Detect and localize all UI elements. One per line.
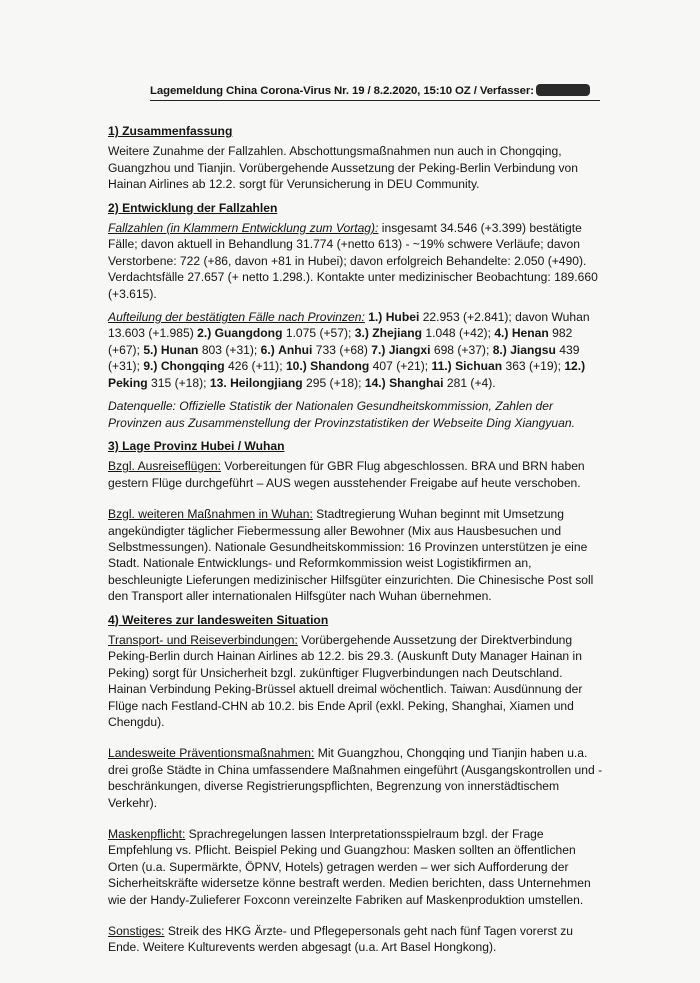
province-name: Jiangsu: [510, 342, 556, 357]
province-name: Jiangxi: [388, 342, 431, 357]
province-entry: [432, 359, 561, 373]
province-entry: [286, 359, 428, 373]
province-entry: [371, 343, 489, 357]
province-rank: 5.): [143, 342, 158, 357]
province-entry: [365, 376, 496, 390]
prevention-paragraph: [108, 745, 603, 811]
province-value: 22.953 (+2.841); davon Wuhan 13.603 (+1.985): [108, 310, 590, 341]
misc-paragraph: [108, 923, 603, 956]
province-entry: [355, 326, 491, 340]
misc-text: Streik des HKG Ärzte- und Pflegepersonals geht nach fünf Tagen vorerst zu Ende. Weitere Kulturevents werden abgesagt (u.a. Art Basel Hongkong).: [108, 924, 573, 955]
province-value: 315 (+18);: [151, 375, 207, 390]
header-text: Lagemeldung China Corona-Virus Nr. 19 / 8.2.2020, 15:10 OZ / Verfasser:: [150, 85, 534, 97]
province-name: Hunan: [160, 342, 199, 357]
province-value: 1.075 (+57);: [285, 326, 352, 341]
redacted-author: [536, 84, 590, 96]
province-entry: [261, 343, 368, 357]
section-heading-national-situation: 4) Weiteres zur landesweiten Situation: [108, 612, 329, 627]
document-body: [108, 123, 603, 963]
province-value: 363 (+19);: [505, 359, 561, 374]
province-entry: [143, 343, 257, 357]
province-value: 733 (+68): [315, 342, 368, 357]
province-rank: 3.): [354, 326, 369, 341]
province-value: 295 (+18);: [306, 375, 362, 390]
province-name: Anhui: [278, 342, 313, 357]
province-name: Shandong: [310, 359, 370, 374]
province-name: Chongqing: [160, 359, 225, 374]
province-rank: 9.): [143, 359, 158, 374]
province-rank: 2.): [197, 326, 212, 341]
province-name: Shanghai: [389, 375, 444, 390]
province-rank: 1.): [368, 310, 383, 325]
province-name: Peking: [108, 375, 148, 390]
province-breakdown-paragraph: [108, 309, 603, 391]
summary-paragraph: Weitere Zunahme der Fallzahlen. Abschottungsmaßnahmen nun auch in Chongqing, Guangzhou und Tianjin. Vorübergehende Aussetzung der Peking-Berlin Verbindung von Hainan Airlines ab 12.2. sorgt für Verunsicherung in DEU Community.: [108, 144, 578, 192]
province-rank: 6.): [260, 342, 275, 357]
province-entry: [210, 376, 362, 390]
section-heading-case-numbers: 2) Entwicklung der Fallzahlen: [108, 200, 278, 215]
province-rank: 14.): [364, 375, 386, 390]
province-rank: 7.): [371, 342, 386, 357]
province-value: 439 (+31);: [108, 342, 580, 374]
mask-mandate-text: Sprachregelungen lassen Interpretationsspielraum bzgl. der Frage Empfehlung vs. Pflicht. Beispiel Peking und Guangzhou: Masken sollten an öffentlichen Orten (u.a. Supermärkte, ÖPNV, Hotels) getragen werden – wer sich Aufforderung der Sicherheitskräfte widersetze könne bestraft werden. Medien berichten, dass Unternehmen wie der Handy-Zulieferer Foxconn vereinzelte Fabriken auf Maskenproduktion umstellen.: [108, 827, 591, 907]
case-numbers-paragraph: [108, 220, 603, 302]
province-rank: 8.): [492, 342, 507, 357]
transport-text: Vorübergehende Aussetzung der Direktverbindung Peking-Berlin durch Hainan Airlines ab 12.2. bis 29.3. (Auskunft Duty Manager Hainan in Peking) sorgt für Unsicherheit bzgl. zukünftiger Flugverbindungen nach Deutschland. Hainan Verbindung Peking-Brüssel aktuell dreimal wöchentlich. Taiwan: Ausdünnung der Flüge nach Festland-CHN ab 10.2. bis Ende April (exkl. Peking, Shanghai, Xiamen und Chengdu).: [108, 632, 583, 729]
province-name: Hubei: [385, 310, 420, 325]
province-rank: 10.): [285, 359, 307, 374]
province-value: 407 (+21);: [372, 359, 429, 374]
province-entry: [197, 326, 351, 340]
province-value: 281 (+4).: [446, 375, 496, 390]
misc-label: Sonstiges:: [108, 924, 165, 939]
province-value: 982 (+67);: [108, 326, 573, 357]
province-rank: 13.: [209, 375, 227, 390]
province-value: 426 (+11);: [228, 359, 283, 374]
province-breakdown-label: Aufteilung der bestätigten Fälle nach Provinzen:: [108, 310, 365, 325]
transport-label: Transport- und Reiseverbindungen:: [108, 632, 298, 647]
data-source-note: Datenquelle: Offizielle Statistik der Nationalen Gesundheitskommission, Zahlen der Provinzen aus Zusammenstellung der Provinzstatistiken der Webseite Ding Xiangyuan.: [108, 399, 575, 430]
province-rank: 4.): [494, 326, 509, 341]
province-value: 1.048 (+42);: [425, 326, 491, 341]
wuhan-measures-label: Bzgl. weiteren Maßnahmen in Wuhan:: [108, 507, 313, 522]
province-rank: 12.): [564, 359, 586, 374]
province-name: Henan: [511, 326, 549, 341]
case-numbers-text: insgesamt 34.546 (+3.399) bestätigte Fälle; davon aktuell in Behandlung 31.774 (+netto 613) - ~19% schwere Verläufe; davon Verstorbene: 722 (+86, davon +81 in Hubei); davon erfolgreich Behandelte: 2.050 (+490). Verdachtsfälle 27.657 (+ netto 1.298.). Kontakte unter medizinischer Beobachtung: 189.660 (+3.615).: [108, 221, 598, 301]
document-header: [150, 84, 600, 101]
province-name: Zhejiang: [372, 326, 423, 341]
province-value: 698 (+37);: [433, 342, 490, 357]
wuhan-measures-text: Stadtregierung Wuhan beginnt mit Umsetzung angekündigter täglicher Fiebermessung aller Bewohner (Mix aus Hausbesuchen und Selbstmessungen). Nationale Gesundheitskommission: 16 Provinzen unterstützen je eine Stadt. Nationale Entwicklungs- und Reformkommission weist Logistikfirmen an, beschleunigte Lieferungen medizinischer Hilfsgüter einzurichten. Die Chinesische Post soll den Transport aller internationalen Hilfsgüter nach Wuhan übernehmen.: [108, 507, 594, 604]
mask-mandate-paragraph: [108, 826, 603, 908]
prevention-label: Landesweite Präventionsmaßnahmen:: [108, 746, 315, 761]
case-numbers-label: Fallzahlen (in Klammern Entwicklung zum Vortag):: [108, 221, 379, 236]
province-value: 803 (+31);: [201, 342, 258, 357]
wuhan-measures-paragraph: [108, 506, 603, 604]
mask-mandate-label: Maskenpflicht:: [108, 827, 186, 842]
province-entry: [143, 359, 282, 373]
province-name: Guangdong: [214, 326, 283, 341]
province-name: Sichuan: [455, 359, 503, 374]
prevention-text: Mit Guangzhou, Chongqing und Tianjin haben u.a. drei große Städte in China umfassendere Maßnahmen eingeführt (Ausgangskontrollen und -beschränkungen, diverse Registrierungspflichten, Begrenzung von innerstädtischem Verkehr).: [108, 746, 603, 810]
section-heading-summary: 1) Zusammenfassung: [108, 124, 233, 138]
transport-paragraph: [108, 632, 603, 730]
evacuation-flights-label: Bzgl. Ausreiseflügen:: [108, 459, 221, 474]
province-rank: 11.): [431, 359, 452, 374]
evacuation-flights-paragraph: [108, 458, 603, 491]
province-name: Heilongjiang: [230, 375, 303, 390]
section-heading-hubei-wuhan: 3) Lage Provinz Hubei / Wuhan: [108, 438, 285, 453]
evacuation-flights-text: Vorbereitungen für GBR Flug abgeschlossen. BRA und BRN haben gestern Flüge durchgeführt – AUS wegen ausstehender Freigabe auf heute verschoben.: [108, 459, 585, 490]
